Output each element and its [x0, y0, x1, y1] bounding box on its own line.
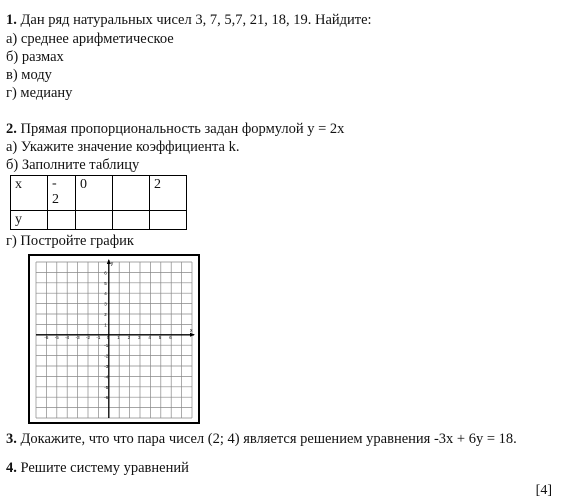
x-tick-label: -4 — [65, 334, 70, 340]
table-cell — [48, 211, 76, 230]
y-tick-label: -2 — [104, 353, 109, 359]
q2-item-d: г) Постройте график — [6, 233, 134, 249]
table-cell — [113, 176, 150, 211]
x-tick-label: 2 — [127, 334, 131, 340]
x-tick-label: 0 — [106, 334, 110, 340]
q1-text: Дан ряд натуральных чисел 3, 7, 5,7, 21, 18, 19. Найдите: — [20, 12, 372, 28]
x-tick-label: -3 — [75, 334, 80, 340]
y-tick-label: -3 — [104, 364, 109, 369]
table-cell: x — [11, 176, 48, 211]
x-tick-label: -1 — [96, 334, 101, 340]
table-cell — [150, 211, 187, 230]
values-table — [10, 175, 187, 230]
q3-title — [6, 430, 517, 448]
q4-number: 4. — [6, 460, 17, 476]
q1-item-b: б) размах — [6, 49, 64, 65]
q4-title — [6, 459, 189, 477]
table-cell: 0 — [76, 176, 113, 211]
y-tick-label: 1 — [104, 322, 107, 328]
y-tick-label: 6 — [104, 270, 107, 276]
q3-number: 3. — [6, 431, 17, 447]
x-axis-label: x — [190, 327, 193, 334]
y-tick-label: 2 — [104, 312, 107, 317]
y-tick-label: -6 — [104, 395, 109, 401]
q4-text: Решите систему уравнений — [20, 460, 189, 476]
x-tick-label: -5 — [54, 334, 59, 340]
q1-number: 1. — [6, 12, 17, 28]
x-tick-label: 3 — [138, 334, 141, 340]
coordinate-grid — [28, 254, 200, 424]
q1-title — [6, 11, 372, 29]
y-tick-label: -5 — [104, 384, 109, 390]
x-tick-label: 6 — [169, 334, 172, 340]
table-row-y — [11, 211, 187, 230]
y-tick-label: -4 — [104, 374, 109, 380]
x-tick-label: 1 — [117, 334, 120, 340]
table-cell: 2 — [150, 176, 187, 211]
q1-item-a: а) среднее арифметическое — [6, 31, 174, 47]
score-mark: [4] — [535, 483, 552, 498]
q2-title — [6, 120, 344, 138]
table-row-x — [11, 176, 187, 211]
q2-text: Прямая пропорциональность задан формулой y = 2x — [20, 121, 345, 137]
q3-text: Докажите, что что пара чисел (2; 4) является решением уравнения -3x + 6y = 18. — [20, 431, 517, 447]
x-tick-label: -2 — [86, 334, 91, 340]
q1-item-c: в) моду — [6, 67, 52, 83]
y-tick-label: 3 — [104, 301, 107, 307]
table-cell — [76, 211, 113, 230]
q2-item-b: б) Заполните таблицу — [6, 157, 140, 173]
q1-item-d: г) медиану — [6, 85, 73, 101]
x-tick-label: 5 — [158, 334, 162, 340]
x-tick-label: -6 — [44, 334, 49, 340]
table-cell — [48, 176, 76, 211]
x-tick-label: 4 — [148, 334, 151, 340]
y-tick-label: -1 — [104, 343, 109, 349]
y-tick-label: 5 — [104, 280, 107, 286]
coordinate-grid-svg — [30, 256, 198, 422]
table-cell — [113, 211, 150, 230]
table-cell-value: - 2 — [52, 176, 59, 207]
q2-item-a: а) Укажите значение коэффициента k. — [6, 139, 240, 155]
table-cell: y — [11, 211, 48, 230]
y-axis-label: y — [110, 261, 114, 267]
q2-number: 2. — [6, 121, 17, 137]
y-tick-label: 4 — [104, 291, 107, 297]
